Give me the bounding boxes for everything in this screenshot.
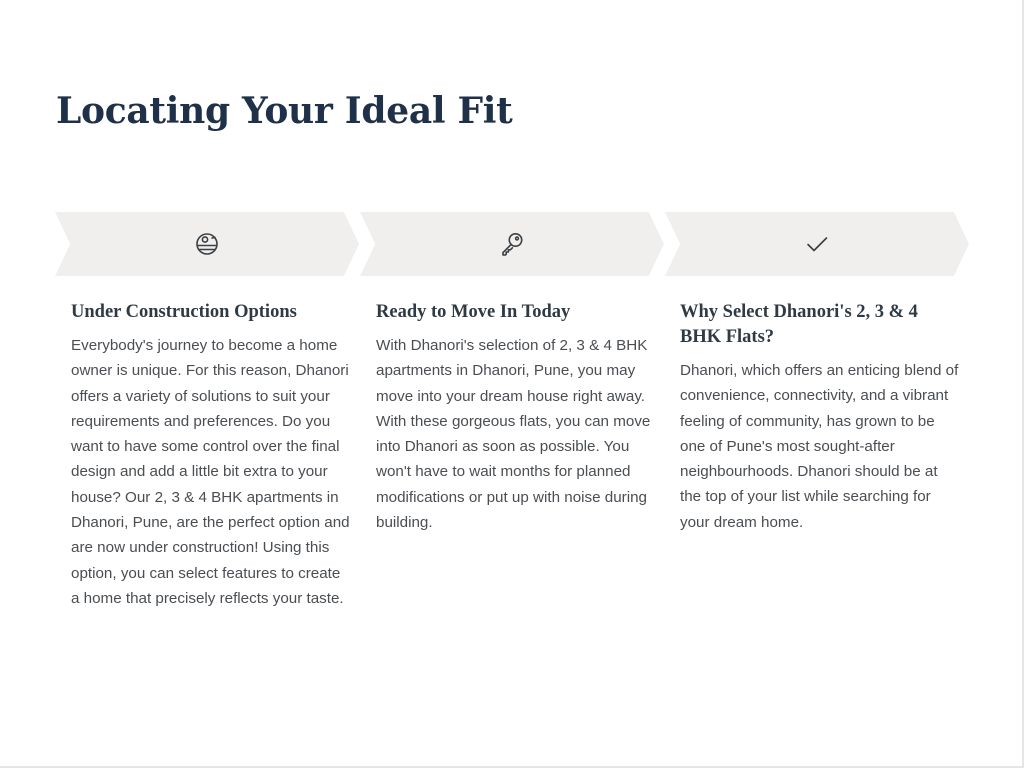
key-icon [499,231,525,257]
step-chevron-ready-to-move [360,212,664,276]
step-description: Dhanori, which offers an enticing blend of convenience, connectivity, and a vibrant feeling of community, has grown to be one of Pune's most sought-after neighbourhoods. Dhanori should be at the top of your list while searching for your dream home. [680,362,959,531]
step-description: Everybody's journey to become a home owner is unique. For this reason, Dhanori offers a variety of solutions to suit your requirements and preferences. Do you want to have some control over the final design and add a little bit extra to your house? Our 2, 3 & 4 BHK apartments in Dhanori, Pune, are the perfect option and are now under construction! Using this option, you can select features to create a home that precisely reflects your taste. [71,337,350,607]
death-star-icon [194,231,220,257]
step-chevron-under-construction [55,212,359,276]
step-chevron-why-select [665,212,969,276]
process-steps-bar [55,212,970,276]
step-heading: Under Construction Options [71,302,297,322]
step-heading: Why Select Dhanori's 2, 3 & 4 BHK Flats? [680,302,918,347]
step-description: With Dhanori's selection of 2, 3 & 4 BHK apartments in Dhanori, Pune, you may move into your dream house right away. With these gorgeous flats, you can move into Dhanori as soon as possible. You won't have to wait months for planned modifications or put up with noise during building. [376,337,651,532]
page-title: Locating Your Ideal Fit [56,90,513,132]
step-column-under-construction [71,300,351,611]
step-column-why-select [680,300,960,535]
checkmark-icon [804,231,830,257]
step-heading: Ready to Move In Today [376,302,571,322]
step-column-ready-to-move [376,300,656,535]
